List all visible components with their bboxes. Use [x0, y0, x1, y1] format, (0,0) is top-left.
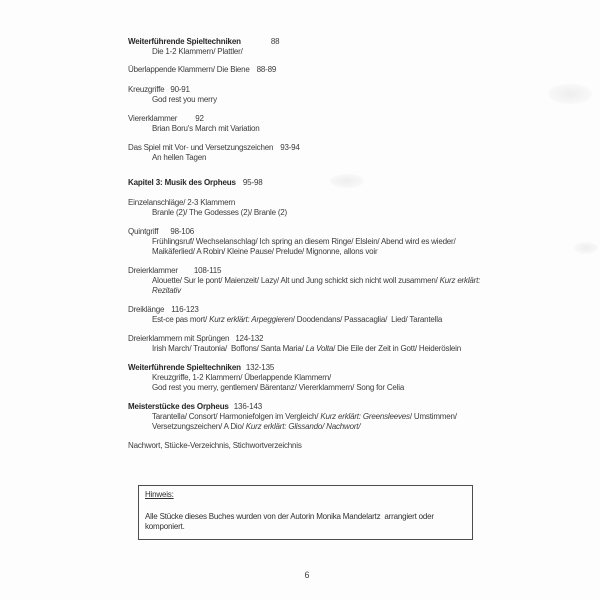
- page-number: 6: [304, 570, 310, 580]
- toc-spacer: [128, 163, 558, 178]
- toc-text-italic: Rezitativ: [152, 286, 181, 295]
- toc-text: / Doodendans/ Passacaglia/ Lied/ Tarantella: [292, 315, 443, 324]
- toc-text: Quintgriff: [128, 227, 159, 236]
- page-range: 92: [195, 114, 204, 123]
- toc-list: [128, 37, 558, 451]
- toc-text: Einzelanschläge/ 2-3 Klammern: [128, 198, 236, 207]
- page-range: 132-135: [245, 363, 275, 372]
- toc-subentry: [152, 412, 558, 422]
- toc-text: Kapitel 3: Musik des Orpheus: [128, 178, 236, 187]
- toc-entry: [128, 37, 558, 47]
- toc-subentry: [152, 276, 558, 286]
- toc-text: Dreierklammern mit Sprüngen: [128, 334, 230, 343]
- toc-text: Weiterführende Spieltechniken: [128, 37, 241, 46]
- page-range: 136-143: [233, 402, 263, 411]
- page-range: 98-106: [170, 227, 195, 236]
- toc-text: / Umstimmen/: [409, 412, 457, 421]
- toc-text-italic: Kurz erklärt: Glissando/ Nachwort/: [245, 422, 361, 431]
- toc-text: Viererklammer: [128, 114, 178, 123]
- toc-text: Versetzungszeichen/ A Dio/: [152, 422, 246, 431]
- toc-spacer: [128, 296, 558, 305]
- toc-text-italic: La Volta: [305, 344, 334, 353]
- toc-entry: [128, 85, 558, 95]
- toc-subentry: [152, 208, 558, 218]
- toc-entry: [128, 65, 558, 75]
- toc-subentry: [152, 344, 558, 354]
- page-range: 95-98: [242, 178, 263, 187]
- toc-text: Weiterführende Spieltechniken: [128, 363, 241, 372]
- toc-entry: [128, 227, 558, 237]
- toc-entry: [128, 266, 558, 276]
- toc-text: Est-ce pas mort/: [152, 315, 210, 324]
- toc-text: Alouette/ Sur le pont/ Maienzeit/ Lazy/ Alt und Jung schickt sich nicht woll zusammen/: [152, 276, 440, 285]
- toc-text: Kreuzgriffe: [128, 85, 165, 94]
- toc-subentry: [152, 95, 558, 105]
- toc-text: An hellen Tagen: [152, 153, 207, 162]
- toc-entry: [128, 334, 558, 344]
- page-range: 88-89: [256, 65, 277, 74]
- toc-text: God rest you merry, gentlemen/ Bärentanz/ Viererklammern/ Song for Celia: [152, 383, 405, 392]
- toc-entry: [128, 363, 558, 373]
- toc-subentry: [152, 422, 558, 432]
- toc-entry: [128, 402, 558, 412]
- toc-text: Kreuzgriffe, 1-2 Klammern/ Überlappende Klammern/: [152, 373, 332, 382]
- toc-spacer: [128, 257, 558, 266]
- toc-text: Überlappende Klammern/ Die Biene: [128, 65, 250, 74]
- toc-text: Dreiklänge: [128, 305, 165, 314]
- toc-text: Das Spiel mit Vor- und Versetzungszeichen: [128, 143, 274, 152]
- toc-entry: [128, 305, 558, 315]
- toc-text: Nachwort, Stücke-Verzeichnis, Stichwortverzeichnis: [128, 441, 302, 450]
- toc-text-italic: Kurz erklärt:: [439, 276, 481, 285]
- toc-text: Irish March/ Trautonia/ Boffons/ Santa Maria/: [152, 344, 306, 353]
- toc-entry: [128, 143, 558, 153]
- toc-spacer: [128, 75, 558, 85]
- toc-spacer: [128, 105, 558, 114]
- toc-spacer: [128, 432, 558, 441]
- page-range: 88: [270, 37, 280, 46]
- toc-spacer: [128, 393, 558, 402]
- toc-subentry: [152, 247, 558, 257]
- page-range: 124-132: [235, 334, 264, 343]
- toc-entry: [128, 114, 558, 124]
- page-range: 90-91: [170, 85, 190, 94]
- toc-text: Die 1-2 Klammern/ Plattler/: [152, 47, 243, 56]
- toc-subentry: [152, 373, 558, 383]
- toc-subentry: [152, 124, 558, 134]
- toc-text: Tarantella/ Consort/ Harmoniefolgen im Vergleich/: [152, 412, 321, 421]
- toc-spacer: [128, 57, 558, 65]
- note-label: Hinweis:: [145, 490, 174, 499]
- page-range: 116-123: [171, 305, 199, 314]
- toc-entry: [128, 198, 558, 208]
- scan-smudge: [574, 242, 598, 254]
- toc-text: Brian Boru's March mit Variation: [152, 124, 260, 133]
- note-text: Alle Stücke dieses Buches wurden von der Autorin Monika Mandelartz arrangiert oder komponiert.: [145, 512, 436, 531]
- toc-spacer: [128, 354, 558, 363]
- toc-text-italic: Kurz erklärt: Arpeggieren: [209, 315, 293, 324]
- toc-subentry: [152, 315, 558, 325]
- toc-spacer: [128, 218, 558, 227]
- toc-spacer: [128, 325, 558, 334]
- toc-text: Frühlingsruf/ Wechselanschlag/ Ich spring an diesem Ringe/ Elslein/ Abend wird es wieder/: [152, 237, 456, 246]
- toc-subentry: [152, 383, 558, 393]
- toc-subentry: [152, 47, 558, 57]
- toc-entry: [128, 441, 558, 451]
- toc-text: Maikäferlied/ A Robin/ Kleine Pause/ Prelude/ Mignonne, allons voir: [152, 247, 378, 256]
- toc-text: Dreierklammer: [128, 266, 178, 275]
- page-range: 93-94: [280, 143, 300, 152]
- toc-text: God rest you merry: [152, 95, 217, 104]
- toc-text: Meisterstücke des Orpheus: [128, 402, 229, 411]
- toc-subentry: [152, 286, 558, 296]
- toc-spacer: [128, 188, 558, 198]
- toc-subentry: [152, 237, 558, 247]
- toc-text-italic: Kurz erklärt: Greensleeves: [320, 412, 410, 421]
- page-range: 108-115: [193, 266, 222, 275]
- toc-subentry: [152, 153, 558, 163]
- toc-spacer: [128, 134, 558, 143]
- toc-entry: [128, 178, 558, 188]
- note-box: [138, 485, 473, 540]
- toc-text: Branle (2)/ The Godesses (2)/ Branle (2): [152, 208, 288, 217]
- toc-text: / Die Eile der Zeit in Gott/ Heideröslein: [333, 344, 461, 353]
